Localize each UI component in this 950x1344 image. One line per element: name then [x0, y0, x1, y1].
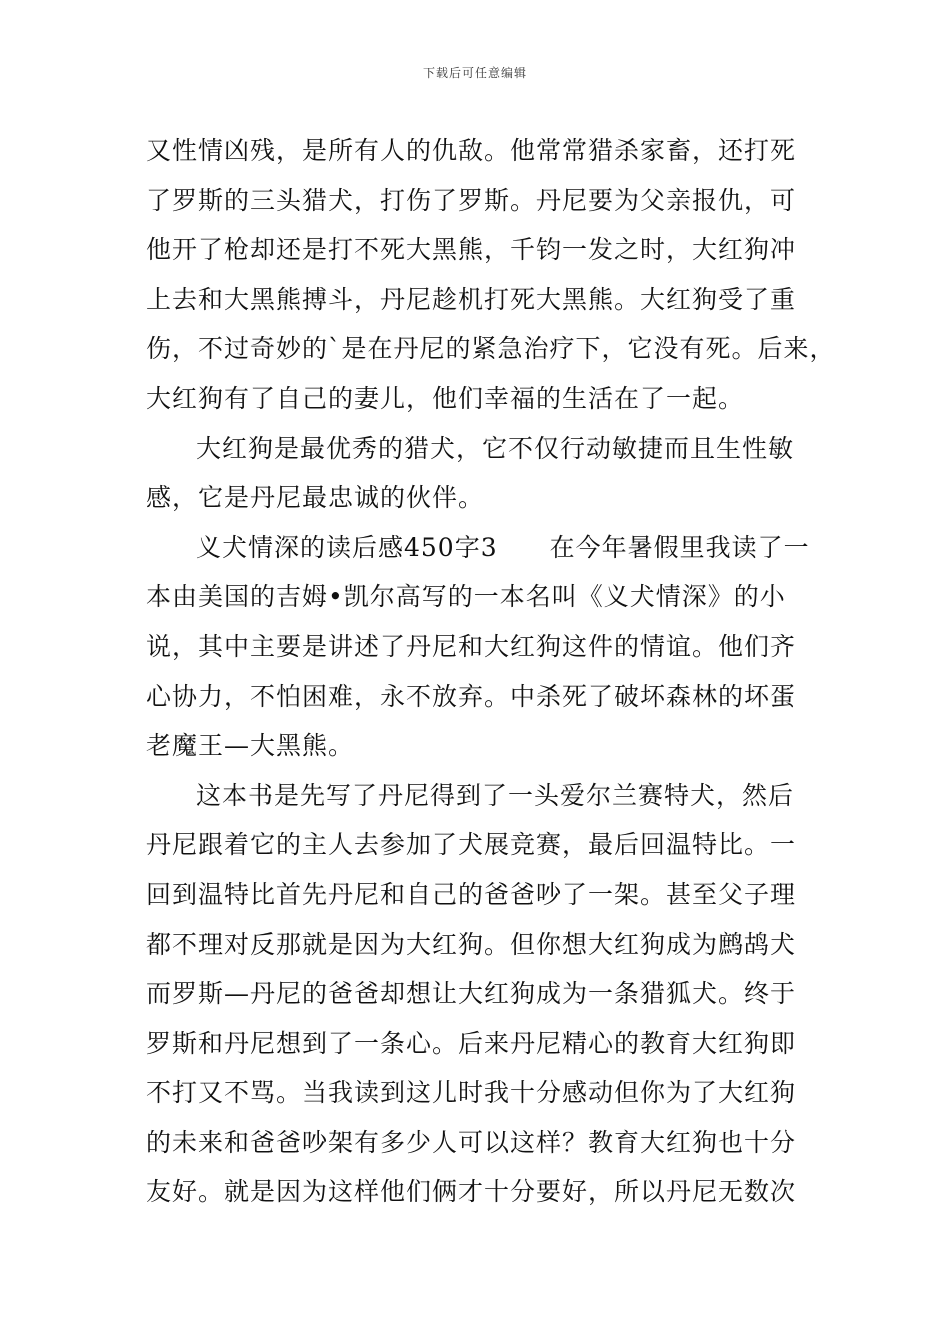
- text-line: 老魔王—大黑熊。: [146, 731, 355, 761]
- text-line: 而罗斯—丹尼的爸爸却想让大红狗成为一条猎狐犬。终于: [146, 979, 797, 1009]
- paragraph-start-line: 这本书是先写了丹尼得到了一头爱尔兰赛特犬，然后: [196, 780, 795, 810]
- paragraph-start-line: 大红狗是最优秀的猎犬，它不仅行动敏捷而且生性敏: [196, 433, 795, 463]
- text-line: 他开了枪却还是打不死大黑熊，千钧一发之时，大红狗冲: [146, 235, 797, 265]
- text-line: 了罗斯的三头猎犬，打伤了罗斯。丹尼要为父亲报仇，可: [146, 185, 797, 215]
- text-line: 心协力，不怕困难，永不放弃。中杀死了破坏森林的坏蛋: [146, 681, 797, 711]
- text-line: 回到温特比首先丹尼和自己的爸爸吵了一架。甚至父子理: [146, 879, 797, 909]
- text-line: 说，其中主要是讲述了丹尼和大红狗这件的情谊。他们齐: [146, 631, 797, 661]
- text-line: 本由美国的吉姆•凯尔高写的一本名叫《义犬情深》的小: [146, 582, 786, 612]
- text-line: 不打又不骂。当我读到这儿时我十分感动但你为了大红狗: [146, 1078, 797, 1108]
- text-line: 又性情凶残，是所有人的仇敌。他常常猎杀家畜，还打死: [146, 136, 797, 165]
- section-heading-line: 义犬情深的读后感450字3 在今年暑假里我读了一: [196, 532, 810, 562]
- text-line: 都不理对反那就是因为大红狗。但你想大红狗成为鹧鸪犬: [146, 929, 797, 959]
- text-line: 丹尼跟着它的主人去参加了犬展竞赛，最后回温特比。一: [146, 830, 797, 860]
- page-header: 下载后可任意编辑: [422, 66, 527, 80]
- text-line: 罗斯和丹尼想到了一条心。后来丹尼精心的教育大红狗即: [146, 1028, 797, 1058]
- text-line: 感，它是丹尼最忠诚的伙伴。: [146, 483, 485, 513]
- text-line: 大红狗有了自己的妻儿，他们幸福的生活在了一起。: [146, 383, 745, 413]
- document-body: [146, 126, 836, 1217]
- text-line: 伤，不过奇妙的`是在丹尼的紧急治疗下，它没有死。后来，: [146, 334, 836, 364]
- text-line: 友好。就是因为这样他们俩才十分要好，所以丹尼无数次: [146, 1177, 797, 1207]
- text-line: 的未来和爸爸吵架有多少人可以这样？教育大红狗也十分: [146, 1127, 797, 1157]
- text-line: 上去和大黑熊搏斗，丹尼趁机打死大黑熊。大红狗受了重: [146, 284, 797, 314]
